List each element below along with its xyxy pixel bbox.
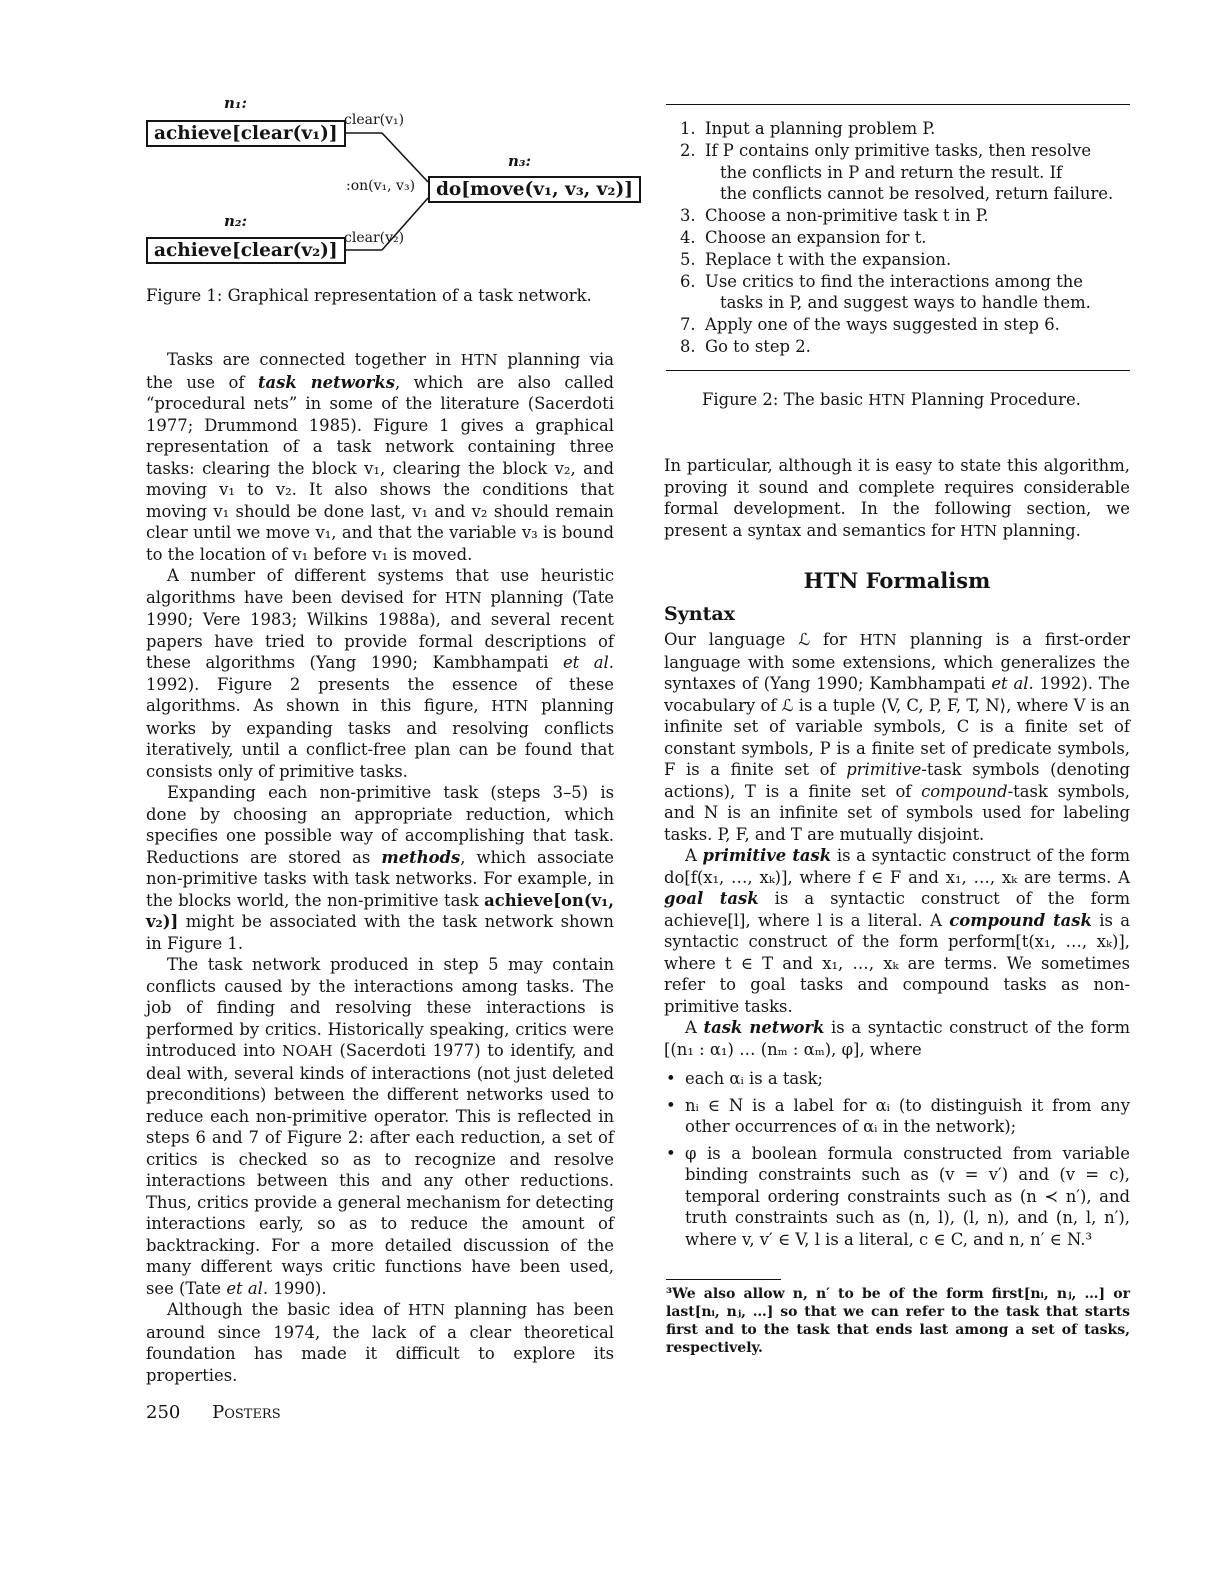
page-footer	[146, 1402, 281, 1423]
edge-on-label: :on(v₁, v₃)	[346, 178, 416, 194]
procedure-step	[680, 336, 1130, 358]
left-column	[146, 349, 614, 1386]
paragraph: In particular, although it is easy to state this algorithm, proving it sound and complete requires considerable formal development. In the following section, we present a syntax and semantics for HTN planning.	[664, 456, 1130, 540]
step-continuation: the conflicts cannot be resolved, return failure.	[720, 184, 1114, 204]
procedure-step	[680, 314, 1130, 336]
section-heading: HTN Formalism	[803, 568, 991, 593]
figure-2-bottom-rule	[666, 370, 1130, 371]
step-number: 5.	[680, 249, 696, 269]
step-text: If P contains only primitive tasks, then resolve	[705, 140, 1092, 160]
figure-2-caption: Figure 2: The basic HTN Planning Procedure.	[702, 390, 1081, 409]
step-text: Choose a non-primitive task t in P.	[705, 206, 989, 226]
procedure-step	[680, 249, 1130, 271]
paragraph: Tasks are connected together in HTN planning via the use of task networks, which are also called “procedural nets” in some of the literature (Sacerdoti 1977; Drummond 1985). Figure 1 gives a graphical representation of a task network containing three tasks: clearing the block v₁, clearing the block v₂, and moving v₁ to v₂. It also shows the conditions that moving v₁ should be done last, v₁ and v₂ should remain clear until we move v₁, and that the variable v₃ is bound to the location of v₁ before v₁ is moved.	[146, 350, 614, 564]
right-column	[664, 455, 1130, 1255]
list-item: • each αᵢ is a task;	[664, 1068, 1130, 1090]
step-number: 1.	[680, 119, 696, 138]
paragraph: A task network is a syntactic construct of the form [(n₁ : α₁) … (nₘ : αₘ), φ], where	[664, 1018, 1130, 1059]
subsection-heading: Syntax	[664, 603, 735, 625]
paragraph: A primitive task is a syntactic construct of the form do[f(x₁, …, xₖ)], where f ∈ F and x₁, …, xₖ are terms. A goal task is a syntactic construct of the form achieve[l], where l is a literal. A compound task is a syntactic construct of the form perform[t(x₁, …, xₖ)], where t ∈ T and x₁, …, xₖ are terms. We sometimes refer to goal tasks and compound tasks as non-primitive tasks.	[664, 846, 1130, 1016]
edge-bottom-label: clear(v₂)	[344, 230, 405, 246]
paragraph: Our language ℒ for HTN planning is a first-order language with some extensions, which generalizes the syntaxes of (Yang 1990; Kambhampati et al. 1992). The vocabulary of ℒ is a tuple ⟨V, C, P, F, T, N⟩, where V is an infinite set of variable symbols, C is a finite set of constant symbols, P is a finite set of predicate symbols, F is a finite set of primitive-task symbols (denoting actions), T is a finite set of compound-task symbols, and N is an infinite set of symbols used for labeling tasks. P, F, and T are mutually disjoint.	[664, 630, 1131, 844]
paragraph: Although the basic idea of HTN planning has been around since 1974, the lack of a clear theoretical foundation has made it difficult to explore its properties.	[146, 1300, 614, 1385]
step-text: Apply one of the ways suggested in step 6.	[705, 315, 1060, 335]
n2-label: n₂:	[224, 212, 248, 230]
n1-label: n₁:	[224, 94, 248, 112]
task-n1-box: achieve[clear(v₁)]	[146, 120, 346, 147]
step-number: 4.	[680, 228, 696, 247]
step-text: Choose an expansion for t.	[705, 228, 927, 247]
step-continuation: the conflicts in P and return the result. If	[720, 162, 1063, 182]
step-number: 6.	[680, 271, 696, 291]
paragraph: The task network produced in step 5 may contain conflicts caused by the interactions among tasks. The job of finding and resolving these interactions is performed by critics. Historically speaking, critics were introduced into NOAH (Sacerdoti 1977) to identify, and deal with, several kinds of interactions (not just deleted preconditions) between the different networks used to reduce each non-primitive operator. This is reflected in steps 6 and 7 of Figure 2: after each reduction, a set of critics is checked so as to recognize and resolve interactions between this and any other reductions. Thus, critics provide a general mechanism for detecting interactions early, so as to reduce the amount of backtracking. For a more detailed discussion of the many different ways critic functions have been used, see (Tate et al. 1990).	[146, 955, 614, 1298]
procedure-step	[680, 140, 1130, 205]
step-number: 8.	[680, 337, 696, 356]
procedure-step	[680, 227, 1130, 249]
figure-1-diagram	[146, 90, 634, 280]
step-number: 7.	[680, 315, 696, 335]
section-name: Posters	[212, 1402, 281, 1423]
procedure-step	[680, 271, 1130, 315]
figure-2-top-rule	[666, 104, 1130, 105]
step-text: Go to step 2.	[705, 337, 811, 356]
step-text: Input a planning problem P.	[705, 119, 936, 138]
step-text: Use critics to find the interactions among the	[705, 271, 1083, 291]
step-number: 2.	[680, 140, 696, 160]
footnote-rule	[666, 1279, 781, 1280]
step-continuation: tasks in P, and suggest ways to handle them.	[720, 293, 1091, 313]
page-number: 250	[146, 1402, 181, 1423]
n3-label: n₃:	[508, 152, 532, 170]
footnote: ³We also allow n, n′ to be of the form first[nᵢ, nⱼ, …] or last[nᵢ, nⱼ, …] so that we can refer to the task that starts first and to the task that ends last among a set of tasks, respectively.	[666, 1286, 1130, 1356]
paragraph: Expanding each non-primitive task (steps 3–5) is done by choosing an appropriate reduction, which specifies one possible way of accomplishing that task. Reductions are stored as methods, which associate non-primitive tasks with task networks. For example, in the blocks world, the non-primitive task achieve[on(v₁, v₂)] might be associated with the task network shown in Figure 1.	[146, 783, 614, 953]
step-number: 3.	[680, 206, 696, 226]
list-item: • nᵢ ∈ N is a label for αᵢ (to distinguish it from any other occurrences of αᵢ in the network);	[664, 1095, 1130, 1138]
edge-n1-n3	[382, 133, 428, 182]
procedure-step	[680, 118, 1130, 140]
list-item: • φ is a boolean formula constructed from variable binding constraints such as (v = v′) and (v = c), temporal ordering constraints such as (n ≺ n′), and truth constraints such as (n, l), (l, n), and (n, l, n′), where v, v′ ∈ V, l is a literal, c ∈ C, and n, n′ ∈ N.³	[664, 1143, 1130, 1251]
task-n2-box: achieve[clear(v₂)]	[146, 237, 346, 264]
task-n3-box: do[move(v₁, v₃, v₂)]	[428, 176, 641, 203]
procedure-step	[680, 205, 1130, 227]
paragraph: A number of different systems that use heuristic algorithms have been devised for HTN planning (Tate 1990; Vere 1983; Wilkins 1988a), and several recent papers have tried to provide formal descriptions of these algorithms (Yang 1990; Kambhampati et al. 1992). Figure 2 presents the essence of these algorithms. As shown in this figure, HTN planning works by expanding tasks and resolving conflicts iteratively, until a conflict-free plan can be found that consists only of primitive tasks.	[146, 566, 614, 781]
bullet-list	[664, 1068, 1130, 1250]
step-text: Replace t with the expansion.	[705, 249, 952, 269]
edge-top-label: clear(v₁)	[344, 112, 405, 128]
figure-1-caption: Figure 1: Graphical representation of a task network.	[146, 286, 592, 305]
